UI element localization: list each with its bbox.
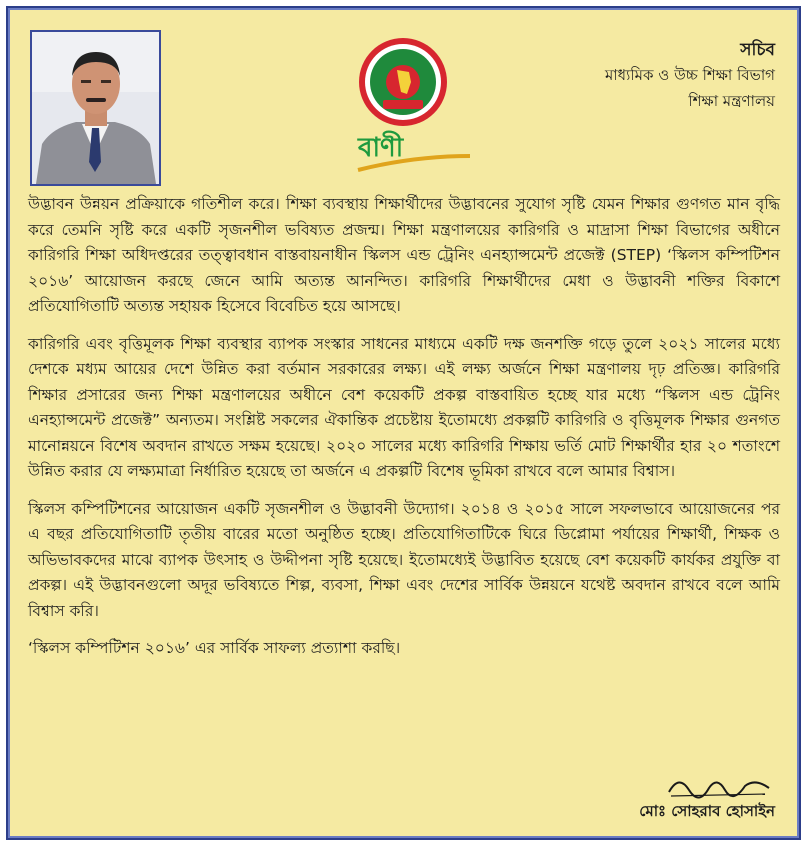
portrait-image — [32, 32, 159, 184]
bani-heading — [354, 126, 474, 176]
government-seal — [357, 36, 449, 128]
signature-block — [639, 770, 775, 822]
message-body — [28, 192, 780, 674]
secretary-photo — [30, 30, 161, 186]
department-name: মাধ্যমিক ও উচ্চ শিক্ষা বিভাগ — [604, 66, 775, 84]
ministry-name: শিক্ষা মন্ত্রণালয় — [688, 92, 775, 110]
paragraph-4: ‘স্কিলস কম্পিটিশন ২০১৬’ এর সার্বিক সাফল্য প্রত্যাশা করছি। — [28, 639, 401, 657]
paragraph-1: উদ্ভাবন উন্নয়ন প্রক্রিয়াকে গতিশীল করে। শিক্ষা ব্যবস্থায় শিক্ষার্থীদের উদ্ভাবনের সুযোগ সৃষ্টি যেমন শিক্ষার গুণগত মান বৃদ্ধি করে তেমনি সৃষ্টি করে একটি সৃজনশীল ভবিষ্যত প্রজন্ম। শিক্ষা মন্ত্রণালয়ের কারিগরি ও মাদ্রাসা শিক্ষা বিভাগের অধীনে কারিগরি শিক্ষা অধিদপ্তরের তত্ত্বাবধান বাস্তবায়নাধীন স্কিলস এন্ড ট্রেনিং এনহ্যান্সমেন্ট প্রজেক্ট (STEP) ‘স্কিলস কম্পিটিশন ২০১৬’ আয়োজন করছে জেনে আমি অত্যন্ত আনন্দিত। কারিগরি শিক্ষার্থীদের মেধা ও উদ্ভাবনী শক্তির বিকাশে প্রতিযোগিতাটি অত্যন্ত সহায়ক হিসেবে বিবেচিত হয়ে আসছে। — [28, 195, 780, 315]
paragraph-2: কারিগরি এবং বৃত্তিমূলক শিক্ষা ব্যবস্থার ব্যাপক সংস্কার সাধনের মাধ্যমে একটি দক্ষ জনশক্তি গড়ে তুলে ২০২১ সালের মধ্যে দেশকে মধ্যম আয়ের দেশে উন্নিত করা বর্তমান সরকারের লক্ষ্য। এই লক্ষ্য অর্জনে শিক্ষা মন্ত্রণালয় দৃঢ় প্রতিজ্ঞ। কারিগরি শিক্ষার প্রসারের জন্য শিক্ষা মন্ত্রণালয়ের অধীনে বেশ কয়েকটি প্রকল্প বাস্তবায়িত হচ্ছে যার মধ্যে “স্কিলস এন্ড ট্রেনিং এনহ্যান্সমেন্ট প্রজেক্ট” অন্যতম। সংশ্লিষ্ট সকলের ঐকান্তিক প্রচেষ্টায় ইতোমধ্যে প্রকল্পটি কারিগরি ও বৃত্তিমূলক শিক্ষার গুনগত মানোন্নয়নে বিশেষ অবদান রাখতে সক্ষম হয়েছে। ২০২০ সালের মধ্যে কারিগরি শিক্ষায় ভর্তি মোট শিক্ষার্থীর হার ২০ শতাংশে উন্নিত করার যে লক্ষ্যমাত্রা নির্ধারিত হয়েছে তা অর্জনে এ প্রকল্পটি বিশেষ ভূমিকা রাখবে বলে আমার বিশ্বাস। — [28, 334, 780, 480]
message-card — [6, 6, 801, 840]
designation-title: সচিব — [740, 40, 775, 60]
handwritten-signature — [665, 770, 775, 800]
paragraph-3: স্কিলস কম্পিটিশনের আয়োজন একটি সৃজনশীল ও উদ্ভাবনী উদ্যোগ। ২০১৪ ও ২০১৫ সালে সফলভাবে আয়োজনের পর এ বছর প্রতিযোগিতাটি তৃতীয় বারের মতো অনুষ্ঠিত হচ্ছে। প্রতিযোগিতাটিকে ঘিরে ডিপ্লোমা পর্যায়ের শিক্ষার্থী, শিক্ষক ও অভিভাবকদের মাঝে ব্যাপক উৎসাহ ও উদ্দীপনা সৃষ্টি হয়েছে। ইতোমধ্যেই উদ্ভাবিত হয়েছে বেশ কয়েকটি কার্যকর প্রযুক্তি বা প্রকল্প। এই উদ্ভাবনগুলো অদূর ভবিষ্যতে শিল্প, ব্যবসা, শিক্ষা এবং দেশের সার্বিক উন্নয়নে যথেষ্ট অবদান রাখবে বলে আমি বিশ্বাস করি। — [28, 499, 780, 620]
bani-heading-text: বাণী — [358, 133, 404, 163]
signatory-name: মোঃ সোহরাব হোসাইন — [639, 802, 775, 820]
designation-block — [605, 38, 775, 114]
